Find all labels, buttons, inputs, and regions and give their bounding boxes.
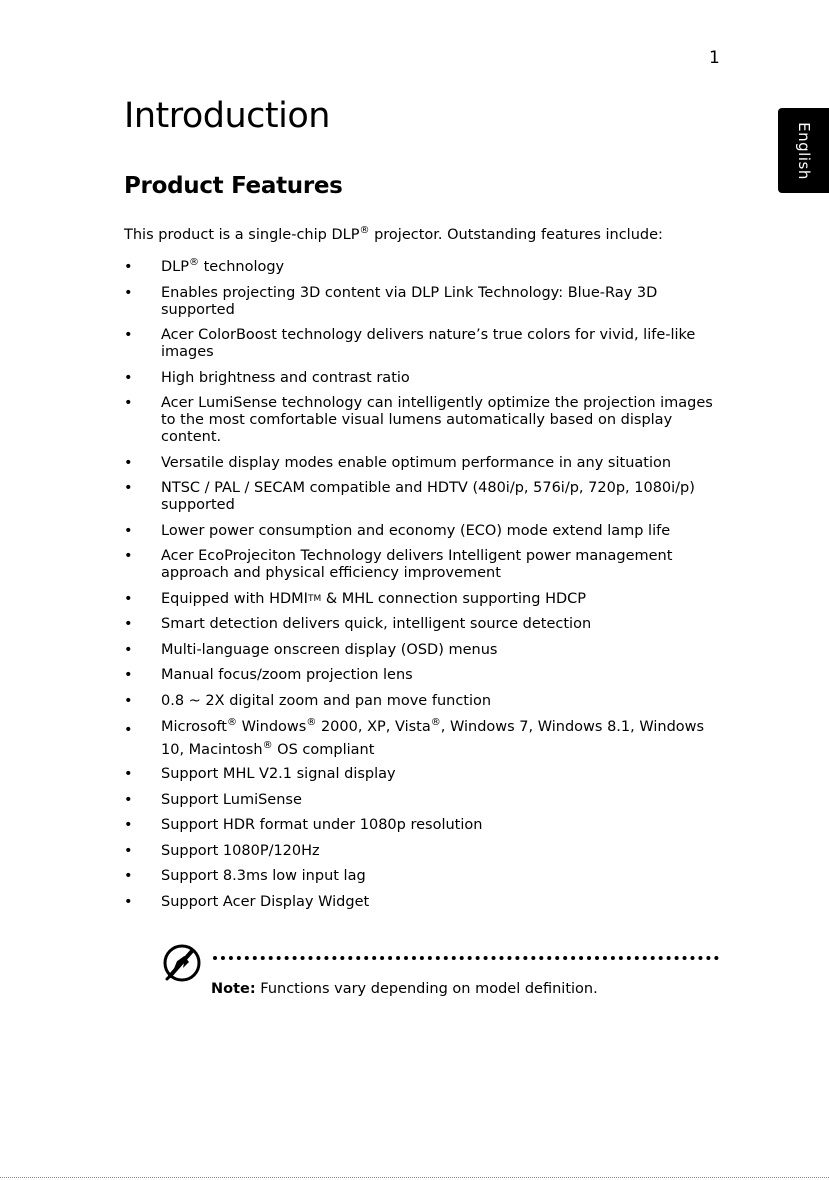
intro-text-before: This product is a single-chip DLP (124, 227, 360, 243)
bullet: • (124, 590, 133, 607)
feature-text: NTSC / PAL / SECAM compatible and HDTV (480i/p, 576i/p, 720p, 1080i/p) supported (161, 480, 695, 513)
bullet: • (124, 616, 133, 632)
note-pen-icon (161, 942, 203, 984)
language-tab (778, 108, 829, 193)
feature-item (124, 843, 724, 860)
registered-mark: ® (189, 257, 199, 268)
bullet: • (124, 893, 133, 910)
feature-item (124, 591, 724, 608)
bullet: • (124, 480, 133, 496)
feature-text: Acer LumiSense technology can intelligently optimize the projection images to the most comfortable visual lumens automatically based on display content. (161, 395, 713, 445)
feature-item (124, 716, 724, 762)
bullet: • (124, 842, 133, 859)
registered-mark: ® (227, 717, 237, 728)
chapter-title: Introduction (124, 96, 330, 136)
feature-text: Smart detection delivers quick, intelligent source detection (161, 616, 592, 632)
bullet: • (124, 667, 133, 683)
registered-mark: ® (262, 740, 273, 751)
language-tab-label: English (794, 121, 813, 180)
feature-item (124, 395, 724, 446)
feature-text: DLP® technology (161, 257, 285, 275)
feature-item (124, 667, 724, 684)
bullet: • (124, 369, 133, 386)
registered-mark: ® (359, 225, 370, 236)
feature-text: Support 8.3ms low input lag (161, 868, 366, 884)
feature-item (124, 259, 724, 276)
bullet: • (124, 395, 133, 411)
page-number: 1 (709, 48, 720, 68)
note-label: Note: (211, 981, 256, 997)
bullet: • (124, 454, 133, 471)
feature-text: Support Acer Display Widget (161, 893, 370, 910)
page-bottom-rule (0, 1177, 829, 1178)
feature-text: Enables projecting 3D content via DLP Link Technology: Blue-Ray 3D supported (161, 284, 658, 318)
section-title: Product Features (124, 173, 343, 199)
bullet: • (124, 692, 133, 709)
feature-item (124, 480, 724, 514)
registered-mark: ® (306, 717, 317, 728)
feature-item (124, 868, 724, 885)
bullet: • (124, 641, 133, 658)
bullet: • (124, 548, 133, 564)
intro-paragraph (124, 225, 663, 245)
feature-text: Equipped with HDMITM & MHL connection supporting HDCP (161, 590, 587, 607)
bullet: • (124, 522, 133, 539)
intro-text-after: projector. Outstanding features include: (369, 227, 663, 243)
trademark-mark: TM (307, 593, 322, 604)
feature-item (124, 327, 724, 361)
feature-text: Acer EcoProjeciton Technology delivers Intelligent power management approach and physical efficiency improvement (161, 548, 673, 581)
bullet: • (124, 868, 133, 884)
feature-item (124, 548, 724, 582)
feature-item (124, 616, 724, 633)
bullet: • (124, 791, 133, 808)
note-paragraph (211, 979, 598, 999)
feature-text: Support LumiSense (161, 791, 302, 808)
feature-item (124, 817, 724, 834)
bullet: • (124, 327, 133, 343)
feature-item (124, 370, 724, 387)
bullet: • (124, 722, 133, 738)
feature-list (124, 259, 724, 919)
bullet: • (124, 259, 133, 275)
feature-text: Versatile display modes enable optimum performance in any situation (161, 454, 672, 471)
bullet: • (124, 766, 133, 782)
note-text: Functions vary depending on model definition. (255, 981, 598, 997)
bullet: • (124, 817, 133, 833)
feature-item (124, 792, 724, 809)
feature-text: Manual focus/zoom projection lens (161, 667, 413, 683)
feature-text: Support MHL V2.1 signal display (161, 766, 396, 782)
feature-item (124, 285, 724, 319)
bullet: • (124, 284, 133, 301)
feature-text: Acer ColorBoost technology delivers nature’s true colors for vivid, life-like images (161, 327, 696, 360)
feature-text: Support HDR format under 1080p resolution (161, 817, 483, 833)
feature-item (124, 455, 724, 472)
feature-text: Multi-language onscreen display (OSD) menus (161, 641, 498, 658)
feature-text: Lower power consumption and economy (ECO) mode extend lamp life (161, 522, 671, 539)
feature-item (124, 894, 724, 911)
feature-text: 0.8 ~ 2X digital zoom and pan move function (161, 692, 492, 709)
note-divider (213, 956, 719, 960)
feature-item (124, 693, 724, 710)
feature-text: Support 1080P/120Hz (161, 842, 320, 859)
feature-item (124, 766, 724, 783)
registered-mark: ® (430, 717, 441, 728)
feature-item (124, 523, 724, 540)
feature-item (124, 642, 724, 659)
feature-text: Microsoft® Windows® 2000, XP, Vista®, Windows 7, Windows 8.1, Windows 10, Macintosh® OS compliant (161, 717, 705, 758)
feature-text: High brightness and contrast ratio (161, 369, 410, 386)
